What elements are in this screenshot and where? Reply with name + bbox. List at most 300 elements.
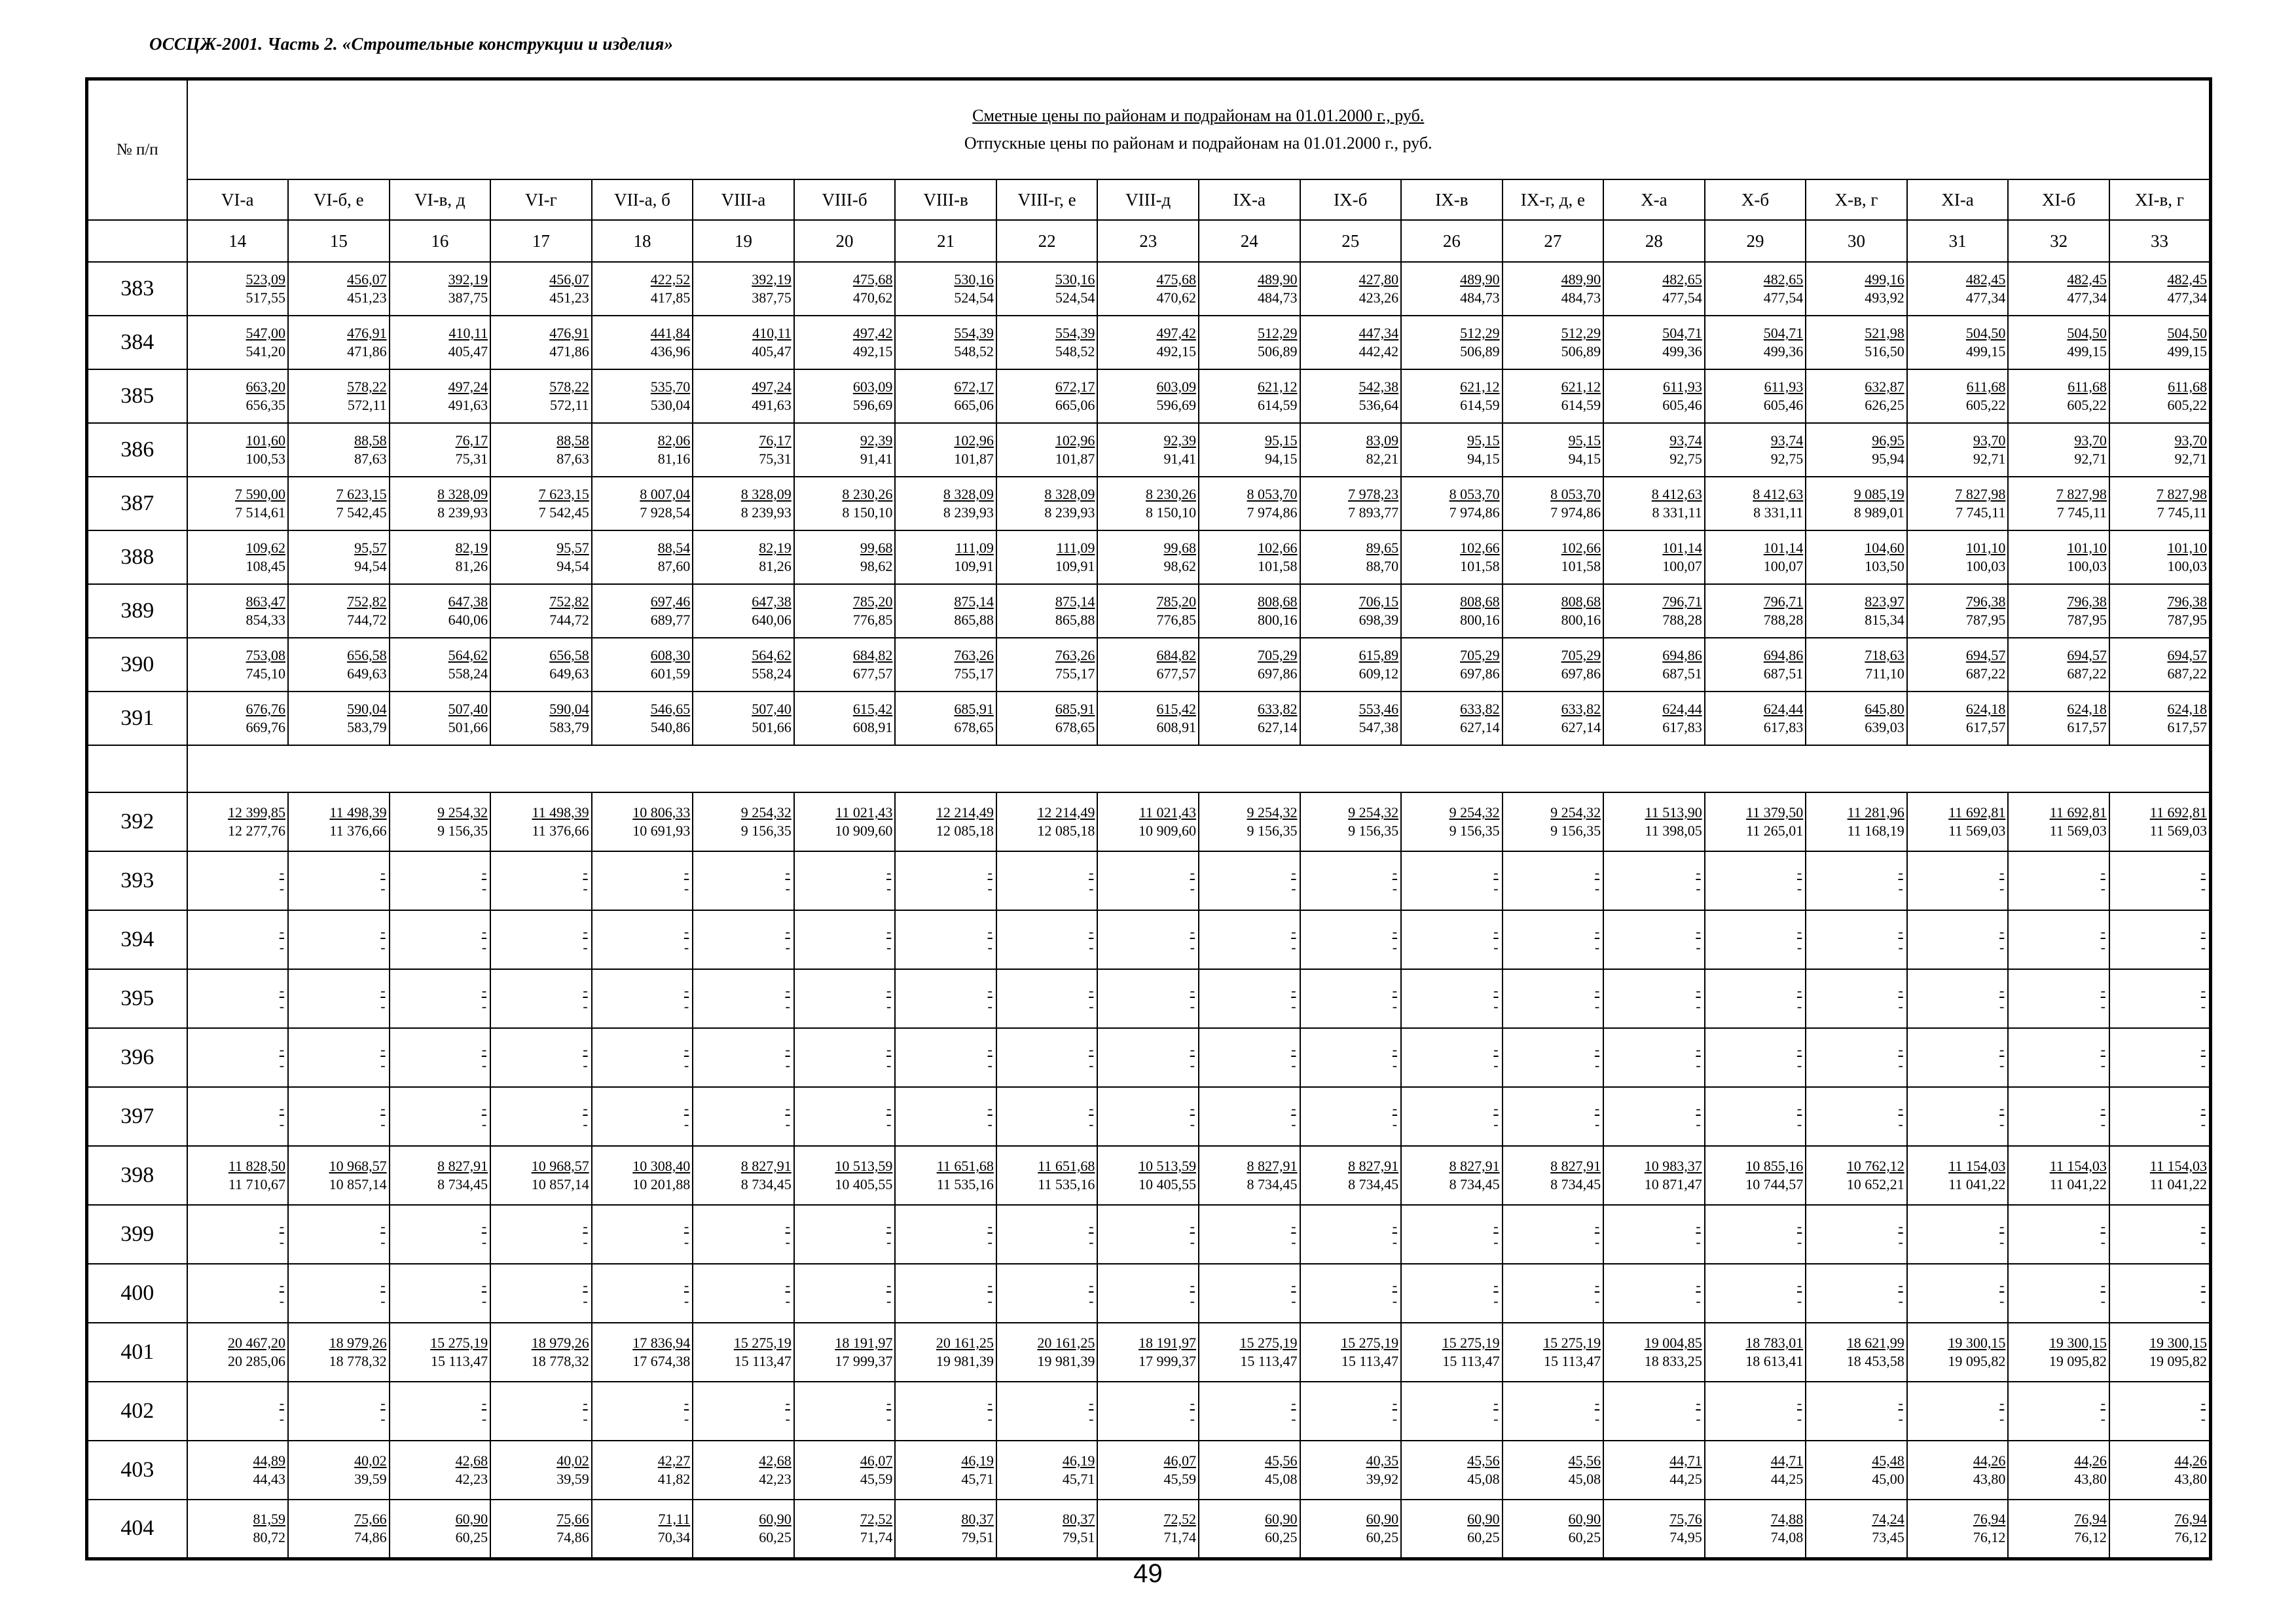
selling-price: -	[380, 1116, 386, 1132]
price-pair	[896, 593, 996, 629]
estimate-price: 15 275,19	[1341, 1335, 1399, 1351]
selling-price: -	[1796, 1411, 1802, 1427]
column-number: 33	[2109, 220, 2211, 262]
estimate-price: -	[683, 1041, 689, 1058]
estimate-price: 83,09	[1366, 432, 1399, 449]
price-pair	[795, 539, 895, 576]
selling-price: -	[380, 1411, 386, 1427]
selling-price: -	[1696, 1057, 1701, 1073]
selling-price: 7 893,77	[1348, 504, 1399, 521]
price-pair	[390, 983, 490, 1014]
price-cell	[490, 369, 592, 423]
price-pair	[1503, 1510, 1603, 1547]
selling-price: 88,70	[1366, 558, 1399, 574]
price-cell	[1705, 584, 1806, 638]
price-cell	[490, 969, 592, 1028]
price-pair	[1604, 865, 1704, 896]
selling-price: -	[481, 1293, 487, 1309]
price-pair	[2009, 1334, 2109, 1371]
price-cell	[2008, 1441, 2109, 1500]
column-number: 26	[1401, 220, 1503, 262]
selling-price: 18 778,32	[329, 1353, 387, 1369]
price-pair	[1098, 1452, 1198, 1488]
estimate-price: 554,39	[954, 325, 994, 341]
price-pair	[289, 432, 389, 468]
price-pair	[1604, 1452, 1704, 1488]
price-pair	[1806, 1510, 1906, 1547]
estimate-price: -	[2200, 1041, 2206, 1058]
price-pair	[188, 646, 288, 683]
price-cell	[1907, 1500, 2009, 1559]
price-cell	[2109, 1146, 2211, 1205]
price-pair	[997, 1042, 1097, 1073]
price-cell	[895, 1382, 996, 1441]
row-number: 398	[87, 1146, 187, 1205]
estimate-price: 10 806,33	[632, 804, 691, 821]
estimate-price: -	[1190, 1277, 1195, 1293]
price-cell	[1806, 910, 1907, 969]
estimate-price: 10 513,59	[1138, 1158, 1196, 1174]
estimate-price: 10 968,57	[531, 1158, 589, 1174]
price-pair	[1908, 1101, 2008, 1132]
estimate-price: 19 300,15	[1948, 1335, 2006, 1351]
estimate-price: 88,58	[556, 432, 589, 449]
estimate-price: -	[1190, 864, 1195, 881]
price-cell	[1705, 477, 1806, 530]
estimate-price: 8 328,09	[740, 486, 792, 502]
price-pair	[1301, 924, 1401, 955]
selling-price: -	[1796, 1234, 1802, 1250]
selling-price: 605,22	[2067, 397, 2107, 413]
price-pair	[1806, 865, 1906, 896]
estimate-price: -	[886, 1395, 892, 1411]
estimate-price: 427,80	[1358, 271, 1399, 287]
estimate-price: 88,58	[354, 432, 387, 449]
row-number: 395	[87, 969, 187, 1028]
estimate-price: -	[481, 1277, 487, 1293]
selling-price: 18 613,41	[1745, 1353, 1804, 1369]
price-pair	[188, 1452, 288, 1488]
selling-price: -	[1898, 998, 1903, 1014]
price-cell	[1097, 584, 1199, 638]
price-cell	[1705, 1146, 1806, 1205]
price-cell	[996, 1441, 1098, 1500]
region-header: VIII-б	[794, 179, 896, 220]
estimate-price: 93,74	[1770, 432, 1804, 449]
price-cell	[490, 530, 592, 584]
price-pair	[1199, 1219, 1300, 1250]
price-table	[85, 77, 2212, 1560]
price-pair	[1503, 1157, 1603, 1194]
price-pair	[1604, 1278, 1704, 1309]
price-pair	[1806, 432, 1906, 468]
price-pair	[592, 1510, 693, 1547]
price-cell	[187, 851, 289, 910]
price-pair	[896, 324, 996, 361]
estimate-price: 111,09	[955, 540, 994, 556]
selling-price: 8 239,93	[740, 504, 792, 521]
price-cell	[1503, 1441, 1604, 1500]
price-cell	[794, 1205, 896, 1264]
price-cell	[288, 316, 390, 369]
price-pair	[390, 865, 490, 896]
table-row	[87, 530, 2211, 584]
estimate-price: 763,26	[1055, 647, 1095, 663]
price-pair	[289, 324, 389, 361]
estimate-price: -	[380, 923, 386, 940]
estimate-price: 9 254,32	[1247, 804, 1298, 821]
price-cell	[1907, 910, 2009, 969]
estimate-price: -	[1190, 982, 1195, 999]
price-pair	[1806, 646, 1906, 683]
selling-price: 92,75	[1669, 451, 1702, 467]
price-cell	[592, 969, 693, 1028]
selling-price: 11 535,16	[936, 1176, 994, 1192]
selling-price: 626,25	[1865, 397, 1904, 413]
price-cell	[1503, 969, 1604, 1028]
price-pair	[491, 700, 591, 737]
selling-price: 788,28	[1662, 612, 1702, 628]
price-cell	[2109, 1205, 2211, 1264]
price-cell	[490, 1087, 592, 1146]
price-cell	[187, 584, 289, 638]
price-cell	[2109, 1087, 2211, 1146]
price-pair	[289, 1278, 389, 1309]
price-cell	[288, 584, 390, 638]
price-pair	[289, 1452, 389, 1488]
estimate-price: 96,95	[1872, 432, 1904, 449]
selling-price: 617,57	[2167, 719, 2207, 735]
price-pair	[1098, 646, 1198, 683]
price-pair	[997, 378, 1097, 415]
price-cell	[288, 1382, 390, 1441]
price-pair	[1908, 700, 2008, 737]
price-pair	[1301, 270, 1401, 307]
table-row	[87, 584, 2211, 638]
price-pair	[2110, 1510, 2209, 1547]
selling-price: 76,12	[1973, 1529, 2006, 1546]
price-pair	[1301, 865, 1401, 896]
selling-price: -	[1898, 1057, 1903, 1073]
price-pair	[1604, 803, 1704, 840]
price-cell	[1603, 910, 1705, 969]
price-pair	[1806, 1278, 1906, 1309]
price-pair	[795, 700, 895, 737]
estimate-price: 476,91	[347, 325, 387, 341]
selling-price: 94,15	[1467, 451, 1500, 467]
price-pair	[1705, 324, 1806, 361]
price-cell	[1705, 851, 1806, 910]
price-cell	[895, 1500, 996, 1559]
selling-price: -	[1392, 1234, 1398, 1250]
selling-price: 9 156,35	[437, 822, 488, 839]
selling-price: 405,47	[752, 343, 792, 360]
price-cell	[1097, 1500, 1199, 1559]
price-cell	[1603, 792, 1705, 851]
price-cell	[693, 477, 794, 530]
price-cell	[187, 792, 289, 851]
estimate-price: 9 085,19	[1853, 486, 1904, 502]
selling-price: 9 156,35	[740, 822, 792, 839]
selling-price: 15 113,47	[1240, 1353, 1298, 1369]
estimate-price: -	[1190, 1395, 1195, 1411]
selling-price: 9 156,35	[1550, 822, 1601, 839]
price-pair	[1604, 1510, 1704, 1547]
estimate-price: -	[1999, 982, 2005, 999]
price-pair	[693, 1334, 793, 1371]
price-cell	[2008, 1028, 2109, 1087]
estimate-price: -	[1796, 1100, 1802, 1116]
price-pair	[1098, 270, 1198, 307]
estimate-price: -	[785, 1041, 790, 1058]
estimate-price: -	[1594, 1041, 1600, 1058]
selling-price: 91,41	[1163, 451, 1196, 467]
selling-price: -	[886, 1116, 892, 1132]
price-pair	[1098, 593, 1198, 629]
price-cell	[693, 692, 794, 745]
price-cell	[1097, 1264, 1199, 1323]
selling-price: -	[987, 1234, 993, 1250]
price-cell	[592, 1146, 693, 1205]
selling-price: 43,80	[1973, 1471, 2006, 1487]
estimate-price: 71,11	[658, 1511, 691, 1528]
selling-price: 39,92	[1366, 1471, 1399, 1487]
selling-price: 484,73	[1460, 289, 1500, 306]
price-pair	[795, 1452, 895, 1488]
price-cell	[794, 1323, 896, 1382]
selling-price: -	[1594, 998, 1600, 1014]
estimate-price: 60,90	[1568, 1511, 1601, 1528]
price-cell	[390, 1146, 491, 1205]
estimate-price: 530,16	[954, 271, 994, 287]
estimate-price: 8 412,63	[1651, 486, 1702, 502]
estimate-price: -	[380, 982, 386, 999]
price-pair	[1301, 1278, 1401, 1309]
price-pair	[188, 1042, 288, 1073]
selling-price: 865,88	[1055, 612, 1095, 628]
estimate-price: -	[1190, 1218, 1195, 1234]
selling-price: 18 453,58	[1846, 1353, 1904, 1369]
price-cell	[1097, 1028, 1199, 1087]
price-cell	[794, 1264, 896, 1323]
selling-price: 44,43	[253, 1471, 286, 1487]
price-cell	[1300, 910, 1402, 969]
selling-price: 540,86	[650, 719, 691, 735]
selling-price: -	[279, 880, 285, 896]
price-pair	[795, 1395, 895, 1427]
price-pair	[491, 324, 591, 361]
price-cell	[1603, 851, 1705, 910]
price-pair	[1908, 924, 2008, 955]
selling-price: -	[1089, 1411, 1094, 1427]
estimate-price: 76,17	[759, 432, 792, 449]
price-pair	[1705, 646, 1806, 683]
estimate-price: 694,86	[1662, 647, 1702, 663]
estimate-price: -	[1190, 1100, 1195, 1116]
selling-price: -	[1898, 880, 1903, 896]
price-cell	[592, 1205, 693, 1264]
selling-price: 501,66	[448, 719, 488, 735]
price-cell	[592, 792, 693, 851]
price-pair	[997, 983, 1097, 1014]
estimate-price: -	[1696, 864, 1701, 881]
selling-price: -	[886, 880, 892, 896]
price-cell	[1503, 1323, 1604, 1382]
price-cell	[2008, 584, 2109, 638]
price-cell	[1199, 369, 1300, 423]
price-cell	[996, 638, 1098, 692]
selling-price: -	[1392, 1293, 1398, 1309]
price-pair	[1503, 1219, 1603, 1250]
estimate-price: -	[2200, 1218, 2206, 1234]
selling-price: 100,03	[2167, 558, 2207, 574]
price-pair	[2009, 803, 2109, 840]
price-cell	[1300, 851, 1402, 910]
price-cell	[2008, 1382, 2109, 1441]
estimate-price: -	[1898, 1100, 1903, 1116]
estimate-price: 482,45	[1965, 271, 2006, 287]
selling-price: -	[1493, 1293, 1499, 1309]
price-pair	[289, 924, 389, 955]
price-pair	[1806, 1334, 1906, 1371]
selling-price: 484,73	[1258, 289, 1298, 306]
selling-price: 436,96	[650, 343, 691, 360]
price-pair	[1705, 485, 1806, 522]
region-header-row	[87, 179, 2211, 220]
price-pair	[1199, 270, 1300, 307]
price-pair	[491, 378, 591, 415]
estimate-price: 672,17	[1055, 378, 1095, 395]
selling-price: 45,08	[1568, 1471, 1601, 1487]
estimate-price: 102,66	[1258, 540, 1298, 556]
estimate-price: 684,82	[1156, 647, 1196, 663]
estimate-price: 456,07	[347, 271, 387, 287]
selling-price: 405,47	[448, 343, 488, 360]
price-cell	[490, 1382, 592, 1441]
price-cell	[1806, 692, 1907, 745]
price-cell	[1097, 423, 1199, 477]
price-pair	[1098, 1042, 1198, 1073]
estimate-price: 564,62	[752, 647, 792, 663]
price-pair	[1806, 485, 1906, 522]
price-cell	[895, 910, 996, 969]
selling-price: 92,71	[2174, 451, 2207, 467]
estimate-price: 504,50	[2067, 325, 2107, 341]
selling-price: 15 113,47	[1341, 1353, 1399, 1369]
selling-price: 499,36	[1662, 343, 1702, 360]
price-cell	[794, 530, 896, 584]
estimate-price: 663,20	[246, 378, 286, 395]
price-cell	[2008, 1087, 2109, 1146]
price-pair	[1301, 1510, 1401, 1547]
price-pair	[188, 803, 288, 840]
estimate-price: -	[583, 864, 588, 881]
row-number: 404	[87, 1500, 187, 1559]
price-cell	[1401, 969, 1503, 1028]
price-cell	[996, 1146, 1098, 1205]
price-cell	[1806, 423, 1907, 477]
price-cell	[390, 477, 491, 530]
estimate-price: 875,14	[954, 593, 994, 610]
selling-price: 81,26	[759, 558, 792, 574]
selling-price: 76,12	[2174, 1529, 2207, 1546]
estimate-price: 44,89	[253, 1452, 286, 1469]
price-cell	[794, 969, 896, 1028]
price-pair	[997, 1510, 1097, 1547]
price-pair	[693, 803, 793, 840]
selling-price: 596,69	[1156, 397, 1196, 413]
estimate-price: 45,56	[1265, 1452, 1298, 1469]
estimate-price: -	[1493, 1100, 1499, 1116]
price-pair	[1402, 1452, 1502, 1488]
price-cell	[794, 1500, 896, 1559]
price-pair	[1098, 983, 1198, 1014]
estimate-price: -	[1898, 1277, 1903, 1293]
estimate-price: -	[2100, 1218, 2105, 1234]
price-cell	[1199, 530, 1300, 584]
price-cell	[390, 969, 491, 1028]
price-pair	[592, 700, 693, 737]
estimate-price: 497,42	[852, 325, 893, 341]
selling-price: -	[1796, 939, 1802, 955]
selling-price: 649,63	[549, 665, 589, 682]
price-pair	[390, 1042, 490, 1073]
price-cell	[390, 1441, 491, 1500]
selling-price: -	[987, 1411, 993, 1427]
price-pair	[1806, 983, 1906, 1014]
estimate-price: 19 004,85	[1644, 1335, 1702, 1351]
selling-price: 744,72	[549, 612, 589, 628]
price-cell	[592, 1500, 693, 1559]
price-cell	[895, 792, 996, 851]
estimate-price: 18 979,26	[531, 1335, 589, 1351]
estimate-price: 8 007,04	[640, 486, 691, 502]
estimate-price: -	[1999, 1100, 2005, 1116]
price-cell	[1097, 1382, 1199, 1441]
selling-price: -	[481, 1116, 487, 1132]
price-cell	[592, 316, 693, 369]
selling-price: 687,22	[1965, 665, 2006, 682]
selling-price: 605,22	[2167, 397, 2207, 413]
selling-price: 108,45	[246, 558, 286, 574]
estimate-price: 7 827,98	[1955, 486, 2006, 502]
price-pair	[2110, 865, 2209, 896]
price-cell	[1806, 1264, 1907, 1323]
selling-price: 7 542,45	[336, 504, 387, 521]
price-pair	[188, 1395, 288, 1427]
estimate-price: -	[1089, 923, 1094, 940]
selling-price: 689,77	[650, 612, 691, 628]
price-cell	[592, 1028, 693, 1087]
selling-price: -	[785, 1411, 790, 1427]
price-pair	[1705, 539, 1806, 576]
estimate-price: -	[1392, 982, 1398, 999]
price-pair	[693, 539, 793, 576]
selling-price: -	[1796, 998, 1802, 1014]
selling-price: 451,23	[549, 289, 589, 306]
selling-price: 39,59	[556, 1471, 589, 1487]
selling-price: -	[1190, 1293, 1195, 1309]
estimate-price: 615,42	[852, 701, 893, 717]
estimate-price: 752,82	[549, 593, 589, 610]
selling-price: -	[481, 1057, 487, 1073]
estimate-price: 60,90	[1265, 1511, 1298, 1528]
selling-price: 74,86	[354, 1529, 387, 1546]
price-pair	[997, 1278, 1097, 1309]
region-header: IX-г, д, е	[1503, 179, 1604, 220]
estimate-price: 7 623,15	[336, 486, 387, 502]
price-pair	[2009, 865, 2109, 896]
